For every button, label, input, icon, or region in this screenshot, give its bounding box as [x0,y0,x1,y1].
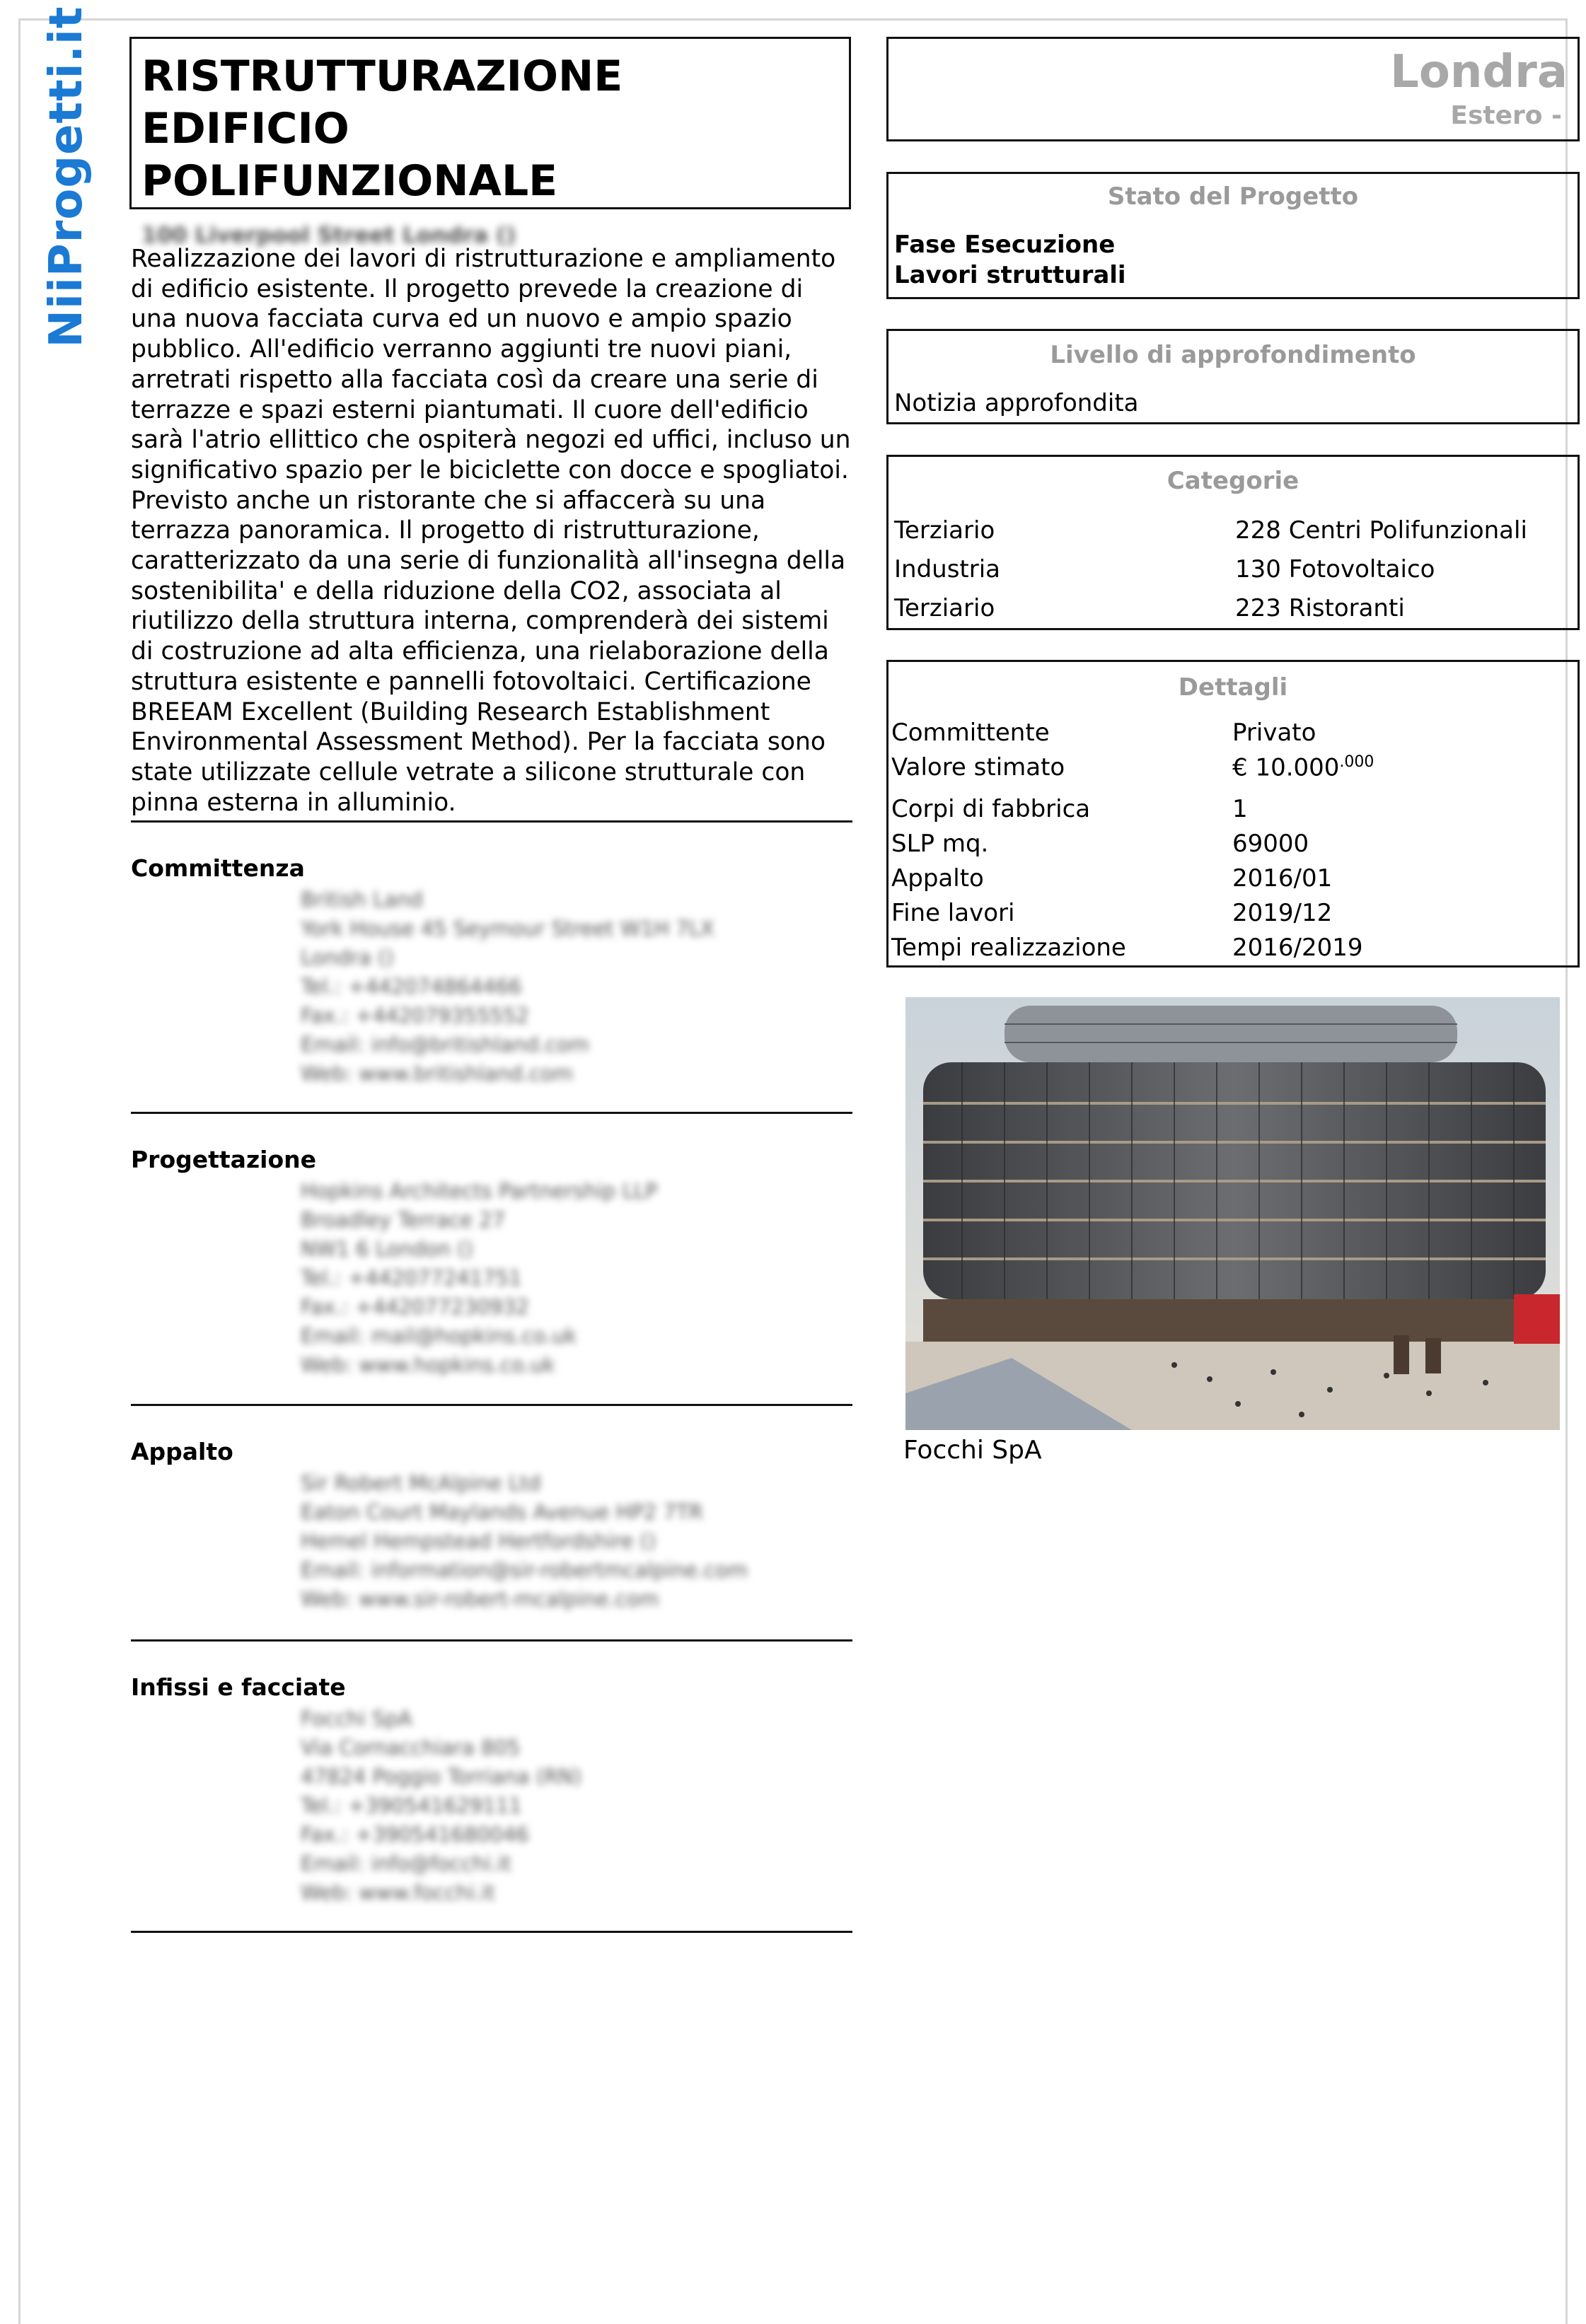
project-title [141,50,839,207]
category-sector: Terziario [894,516,995,545]
divider [131,1639,852,1642]
contact-line: Web: www.hopkins.co.uk [301,1353,555,1377]
estimated-value: € 10.000 [1232,753,1340,782]
committenza-contact [301,885,714,1088]
photo-caption: Focchi SpA [903,1436,1042,1465]
contact-line: Web: www.focchi.it [301,1881,495,1905]
depth-title: Livello di approfondimento [1050,341,1416,369]
depth-value: Notizia approfondita [894,389,1139,417]
categories-title: Categorie [1167,467,1300,495]
status-box [886,172,1580,299]
contact-line: British Land [301,888,423,912]
details-value: 69000 [1232,830,1309,858]
section-heading-appalto: Appalto [131,1438,233,1465]
contact-line: NW1 6 London () [301,1237,473,1261]
building-photo [905,997,1560,1430]
details-value: 2016/01 [1232,864,1333,893]
contact-line: Tel.: +442077241751 [301,1266,522,1290]
details-label: Appalto [891,864,984,893]
details-value: 2019/12 [1232,899,1333,927]
details-value: 1 [1232,795,1248,823]
category-sector: Industria [894,555,1001,583]
section-heading-infissi-e-facciate: Infissi e facciate [131,1673,346,1701]
contact-line: Sir Robert McAlpine Ltd [301,1471,541,1495]
details-title: Dettagli [1178,673,1288,702]
location-city: Londra [1390,46,1568,98]
details-value: 2016/2019 [1232,934,1363,962]
categories-box [886,455,1580,630]
section-heading-progettazione: Progettazione [131,1146,317,1173]
project-title-box [129,37,851,248]
progettazione-contact [301,1177,657,1380]
status-title: Stato del Progetto [1107,182,1359,211]
contact-line: Email: information@sir-robertmcalpine.com [301,1558,748,1582]
contact-line: Via Cornacchiara 805 [301,1736,521,1760]
contact-line: Web: www.sir-robert-mcalpine.com [301,1587,659,1611]
details-value: Privato [1232,719,1316,747]
contact-line: Focchi SpA [301,1707,412,1731]
divider [131,1931,852,1933]
category-sector: Terziario [894,594,995,622]
contact-line: Londra () [301,946,394,970]
section-heading-committenza: Committenza [131,854,305,882]
project-title-line1: RISTRUTTURAZIONE EDIFICIO [141,52,623,153]
contact-line: Hopkins Architects Partnership LLP [301,1179,658,1203]
contact-line: Web: www.britishland.com [301,1062,574,1086]
logo-text: NiiProgetti.it [40,6,93,348]
divider [131,1404,852,1406]
divider [131,1112,852,1114]
contact-line: Email: info@focchi.it [301,1852,511,1876]
project-title-line2: POLIFUNZIONALE [141,156,558,206]
contact-line: Eaton Court Maylands Avenue HP2 7TR [301,1500,703,1524]
divider [131,820,852,823]
contact-line: York House 45 Seymour Street W1H 7LX [301,917,714,941]
status-works: Lavori strutturali [894,261,1126,289]
project-address: 100 Liverpool Street Londra () [141,223,516,248]
location-country: Estero - [1450,101,1562,130]
contact-line: Tel.: +390541629111 [301,1794,522,1818]
details-value-estimated [1232,753,1374,782]
niiprogetti-logo[interactable] [31,6,102,348]
details-label: Committente [891,719,1050,747]
details-label: Tempi realizzazione [891,934,1126,962]
contact-line: Hemel Hempstead Hertfordshire () [301,1529,656,1553]
contact-line: Email: info@britishland.com [301,1033,589,1057]
depth-box [886,329,1580,424]
contact-line: Fax.: +442079355552 [301,1004,529,1028]
status-phase: Fase Esecuzione [894,231,1116,259]
project-description: Realizzazione dei lavori di ristrutturazione e ampliamento di edificio esistente. Il progetto prevede la creazione di una nuova facciata curva ed un nuovo e ampio spazio pubblico. All'edificio verranno aggiunti tre nuovi piani, arretrati rispetto alla facciata così da creare una serie di terrazze e spazi esterni piantumati. Il cuore dell'edificio sarà l'atrio ellittico che ospiterà negozi ed uffici, incluso un significativo spazio per le biciclette con docce e spogliatoi. Previsto anche un ristorante che si affaccerà su una terrazza panoramica. Il progetto di ristrutturazione, caratterizzato da una serie di funzionalità all'insegna della sostenibilita' e della riduzione della CO2, associata al riutilizzo della struttura interna, comprenderà dei sistemi di costruzione ad alta efficienza, una rielaborazione della struttura esistente e pannelli fotovoltaici. Certificazione BREEAM Excellent (Building Research Establishment Environmental Assessment Method). Per la facciata sono state utilizzate cellule vetrate a silicone strutturale con pinna esterna in alluminio. [131,245,851,817]
details-label: SLP mq. [891,830,989,858]
infissi-contact [301,1704,581,1907]
category-name: 228 Centri Polifunzionali [1235,516,1527,545]
category-name: 223 Ristoranti [1235,594,1405,622]
contact-line: Broadley Terrace 27 [301,1208,506,1232]
details-label: Corpi di fabbrica [891,795,1091,823]
details-label: Fine lavori [891,899,1015,927]
location-box [886,37,1580,141]
details-label: Valore stimato [891,753,1065,782]
details-box [886,660,1580,968]
contact-line: Fax.: +442077230932 [301,1295,529,1319]
contact-line: Email: mail@hopkins.co.uk [301,1324,577,1348]
category-name: 130 Fotovoltaico [1235,555,1435,583]
contact-line: Fax.: +390541680046 [301,1823,529,1847]
contact-line: Tel.: +442074864466 [301,975,522,999]
estimated-value-sup: .000 [1339,753,1374,771]
appalto-contact [301,1469,748,1614]
contact-line: 47824 Poggio Torriana (RN) [301,1765,582,1789]
